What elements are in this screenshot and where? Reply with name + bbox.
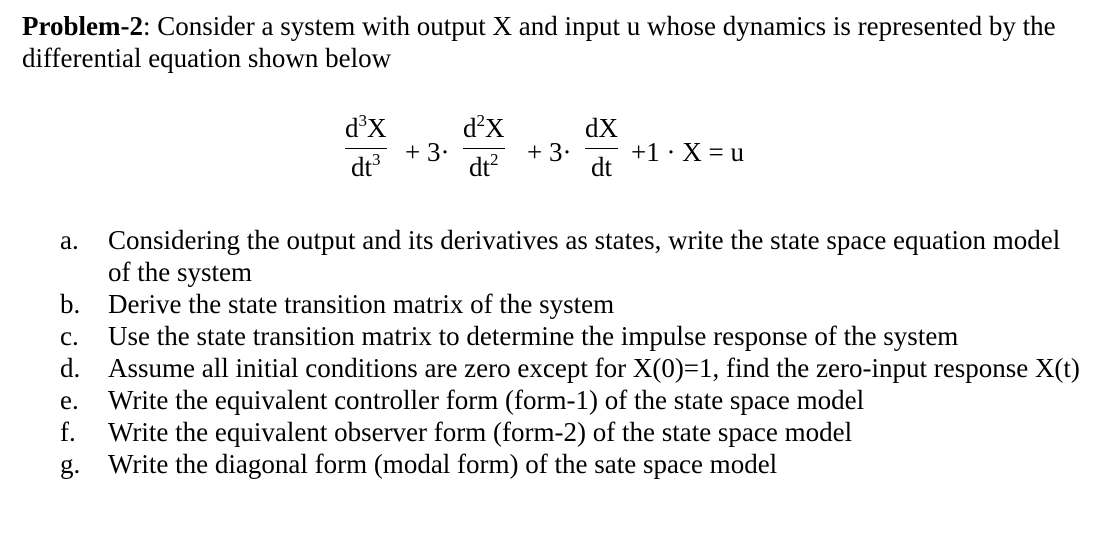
item-text: Write the equivalent controller form (form-1) of the state space model	[108, 385, 865, 415]
term3-numerator: dX	[585, 113, 618, 143]
problem-statement	[22, 10, 1082, 74]
list-item	[60, 288, 1080, 320]
item-text: Write the equivalent observer form (form-2) of the state space model	[108, 417, 853, 447]
item-text: Derive the state transition matrix of the system	[108, 289, 615, 319]
first-derivative-term	[585, 112, 618, 183]
term3-denominator: dt	[590, 152, 612, 182]
equation-tail: +1 · X = u	[631, 137, 744, 167]
list-item	[60, 448, 1080, 480]
item-label: a.	[60, 225, 79, 255]
third-derivative-term	[345, 112, 387, 183]
item-label: c.	[60, 321, 79, 351]
fraction-bar	[345, 148, 387, 149]
problem-intro: : Consider a system with output X and input u whose dynamics is represented by the differential equation shown below	[22, 11, 1056, 73]
second-derivative-term	[463, 112, 505, 183]
differential-equation	[345, 112, 785, 202]
term2-variable: X	[485, 113, 505, 143]
fraction-bar	[463, 148, 505, 149]
item-label: d.	[60, 353, 81, 383]
item-label: b.	[60, 289, 81, 319]
fraction-bar	[585, 148, 618, 149]
list-item	[60, 224, 1080, 288]
operator-plus-3: + 3·	[405, 137, 450, 167]
item-text: Write the diagonal form (modal form) of the sate space model	[108, 449, 778, 479]
list-item	[60, 384, 1080, 416]
task-list	[60, 224, 1080, 480]
term1-denominator: dt	[350, 152, 372, 182]
list-item	[60, 416, 1080, 448]
term2-den-exponent: 2	[490, 150, 499, 169]
item-label: g.	[60, 449, 81, 479]
list-item	[60, 352, 1080, 384]
term2-denominator: dt	[468, 152, 490, 182]
item-label: f.	[60, 417, 76, 447]
term2-num-exponent: 2	[476, 111, 485, 130]
item-label: e.	[60, 385, 79, 415]
operator-plus-3: + 3·	[527, 137, 572, 167]
item-text: Assume all initial conditions are zero except for X(0)=1, find the zero-input response X(t)	[108, 353, 1080, 383]
term2-d: d	[463, 113, 477, 143]
term1-variable: X	[367, 113, 387, 143]
list-item	[60, 320, 1080, 352]
problem-heading: Problem-2	[22, 11, 143, 41]
item-text: Use the state transition matrix to determine the impulse response of the system	[108, 321, 959, 351]
item-text: Considering the output and its derivatives as states, write the state space equation model of the system	[108, 225, 1061, 287]
term1-num-exponent: 3	[358, 111, 367, 130]
term1-den-exponent: 3	[372, 150, 381, 169]
term1-d: d	[345, 113, 359, 143]
